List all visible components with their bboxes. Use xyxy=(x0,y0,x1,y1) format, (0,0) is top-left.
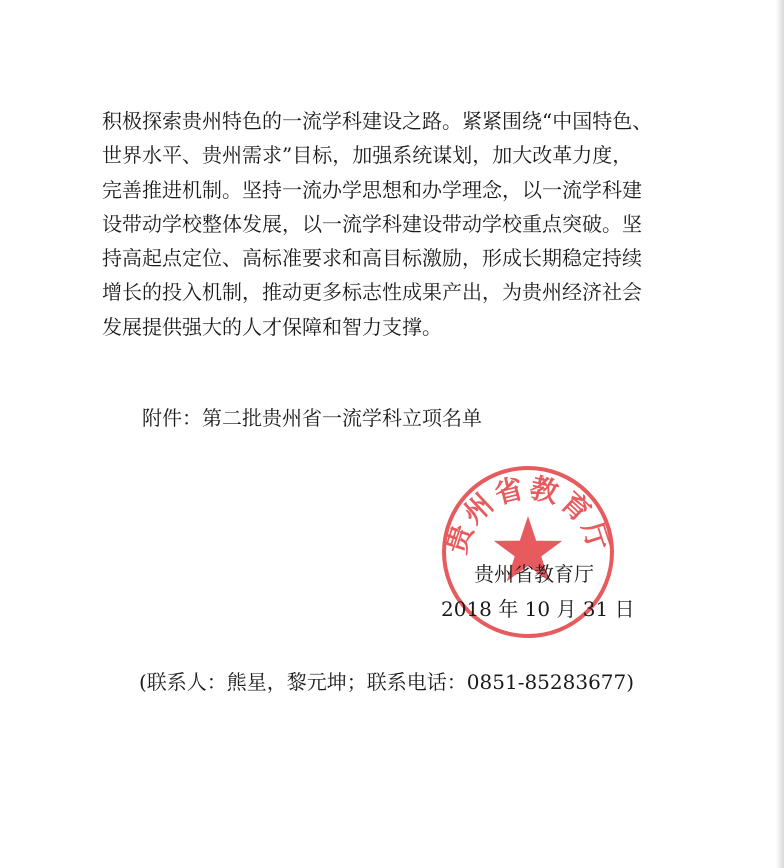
seal-arc-text: 贵州省教育厅 xyxy=(440,470,616,558)
body-line: 积极探索贵州特色的一流学科建设之路。紧紧围绕“中国特色、 xyxy=(102,109,653,133)
body-line: 发展提供强大的人才保障和智力支撑。 xyxy=(102,314,442,339)
body-line: 持高起点定位、高标准要求和高目标激励，形成长期稳定持续 xyxy=(102,246,642,271)
issue-date: 2018 年 10 月 31 日 xyxy=(441,597,635,621)
body-line: 增长的投入机制，推动更多标志性成果产出，为贵州经济社会 xyxy=(102,280,642,305)
body-line: 设带动学校整体发展，以一流学科建设带动学校重点突破。坚 xyxy=(102,211,642,236)
issuer-name: 贵州省教育厅 xyxy=(474,562,594,586)
contact-info: (联系人：熊星，黎元坤；联系电话：0851-85283677) xyxy=(139,670,635,694)
page-edge-shadow xyxy=(776,0,784,868)
body-paragraph xyxy=(102,104,682,344)
attachment-note: 附件：第二批贵州省一流学科立项名单 xyxy=(142,406,482,430)
body-line: 完善推进机制。坚持一流办学思想和办学理念，以一流学科建 xyxy=(102,177,642,202)
body-line: 世界水平、贵州需求”目标，加强系统谋划，加大改革力度， xyxy=(102,143,633,168)
